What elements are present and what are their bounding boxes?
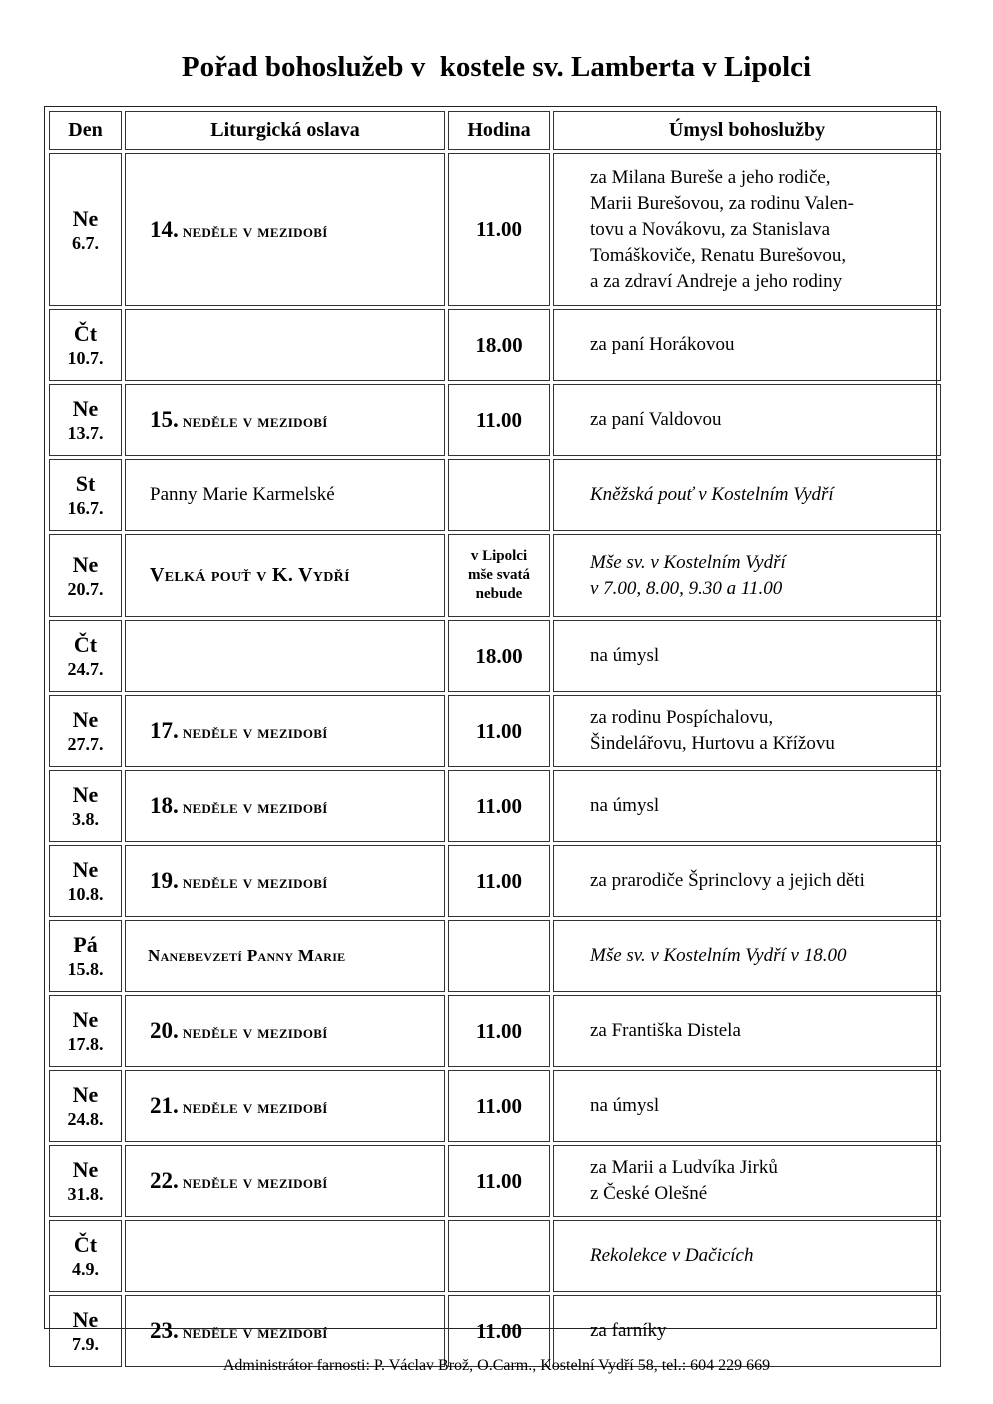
sunday-number: 22.: [150, 1168, 179, 1193]
celebration-cell: [125, 309, 445, 381]
intention-line: za Marii a Ludvíka Jirků: [590, 1157, 778, 1178]
day-cell: [49, 620, 122, 692]
celebration-cell: [125, 459, 445, 531]
celebration-name: Nanebevzetí Panny Marie: [148, 946, 346, 965]
celebration-cell: [125, 920, 445, 992]
table-row: [49, 995, 941, 1067]
intention-line: na úmysl: [590, 645, 660, 666]
table-row: [49, 695, 941, 767]
celebration-cell: [125, 153, 445, 306]
intention-cell: [553, 770, 941, 842]
celebration-name: neděle v mezidobí: [182, 797, 328, 817]
intention-cell: [553, 1070, 941, 1142]
day-name: Ne: [72, 857, 99, 882]
hour-cell: [448, 920, 550, 992]
intention-line: Šindelářovu, Hurtovu a Křížovu: [590, 733, 835, 754]
day-cell: [49, 995, 122, 1067]
celebration-name: neděle v mezidobí: [182, 722, 328, 742]
header-intention: Úmysl bohoslužby: [553, 111, 941, 150]
celebration-cell: [125, 995, 445, 1067]
intention-line: za Františka Distela: [590, 1020, 741, 1041]
celebration-name: Panny Marie Karmelské: [150, 484, 335, 505]
day-name: Ne: [72, 782, 99, 807]
intention-line: za Milana Bureše a jeho rodiče,: [590, 166, 831, 188]
table-row: [49, 459, 941, 531]
celebration-name: Velká pouť v K. Vydří: [150, 564, 350, 586]
celebration-cell: [125, 620, 445, 692]
hour-note: [468, 547, 530, 604]
day-date: 6.7.: [72, 232, 99, 253]
table-row: [49, 845, 941, 917]
day-name: Ne: [72, 1082, 99, 1107]
hour-note-line: v Lipolci: [470, 548, 528, 564]
intention-line: tovu a Novákovu, za Stanislava: [590, 218, 831, 240]
intention-line: za paní Horákovou: [590, 334, 735, 355]
day-cell: [49, 534, 122, 617]
day-date: 15.8.: [67, 959, 104, 979]
day-cell: [49, 1070, 122, 1142]
intention-line: z České Olešné: [590, 1183, 708, 1204]
header-row: [49, 111, 941, 150]
celebration-cell: [125, 845, 445, 917]
schedule-table: [46, 108, 944, 1370]
intention-line: Mše sv. v Kostelním Vydří: [590, 551, 786, 573]
celebration-name: neděle v mezidobí: [182, 220, 328, 241]
celebration-name: neděle v mezidobí: [182, 411, 328, 431]
day-name: Ne: [72, 551, 99, 577]
table-row: [49, 770, 941, 842]
intention-line: Tomáškoviče, Renatu Burešovou,: [590, 244, 847, 266]
hour-cell: 11.00: [448, 770, 550, 842]
hour-cell: [448, 459, 550, 531]
hour-cell: 11.00: [448, 384, 550, 456]
table-row: [49, 1070, 941, 1142]
intention-cell: [553, 534, 941, 617]
intention-cell: [553, 845, 941, 917]
hour-cell: 18.00: [448, 309, 550, 381]
hour-cell: 11.00: [448, 845, 550, 917]
day-date: 10.7.: [67, 348, 104, 368]
celebration-cell: [125, 1220, 445, 1292]
day-cell: [49, 845, 122, 917]
day-name: Čt: [73, 1232, 98, 1257]
day-date: 31.8.: [67, 1184, 104, 1204]
sunday-number: 20.: [150, 1018, 179, 1043]
intention-cell: [553, 1220, 941, 1292]
hour-cell: [448, 534, 550, 617]
hour-cell: 11.00: [448, 1145, 550, 1217]
hour-note-line: nebude: [475, 586, 523, 602]
sunday-number: 23.: [150, 1318, 179, 1343]
table-row: [49, 309, 941, 381]
hour-cell: [448, 1220, 550, 1292]
intention-cell: [553, 920, 941, 992]
hour-cell: 11.00: [448, 153, 550, 306]
celebration-name: neděle v mezidobí: [182, 872, 328, 892]
intention-cell: [553, 153, 941, 306]
footer-contact: Administrátor farnosti: P. Václav Brož, O.Carm., Kostelní Vydří 58, tel.: 604 229 669: [222, 1357, 771, 1374]
day-name: Čt: [73, 321, 98, 346]
celebration-cell: [125, 770, 445, 842]
day-date: 24.8.: [67, 1109, 104, 1129]
table-row: [49, 620, 941, 692]
intention-line: Kněžská pouť v Kostelním Vydří: [590, 484, 834, 505]
intention-line: v 7.00, 8.00, 9.30 a 11.00: [590, 577, 783, 599]
celebration-cell: [125, 1145, 445, 1217]
intention-cell: [553, 620, 941, 692]
day-name: Ne: [72, 396, 99, 421]
celebration-cell: [125, 1070, 445, 1142]
table-row: [49, 1220, 941, 1292]
day-cell: [49, 695, 122, 767]
table-row: [49, 153, 941, 306]
day-cell: [49, 153, 122, 306]
hour-cell: 11.00: [448, 995, 550, 1067]
celebration-name: neděle v mezidobí: [182, 1022, 328, 1042]
day-name: Ne: [72, 707, 99, 732]
intention-line: na úmysl: [590, 1095, 660, 1116]
intention-line: za rodinu Pospíchalovu,: [590, 707, 774, 728]
intention-cell: [553, 459, 941, 531]
hour-cell: 11.00: [448, 1070, 550, 1142]
day-date: 13.7.: [67, 423, 104, 443]
celebration-cell: [125, 384, 445, 456]
table-row: [49, 384, 941, 456]
table-row: [49, 920, 941, 992]
day-cell: [49, 459, 122, 531]
day-name: Ne: [72, 1157, 99, 1182]
intention-line: Mše sv. v Kostelním Vydří v 18.00: [590, 945, 847, 966]
day-name: Ne: [72, 1307, 99, 1332]
day-cell: [49, 384, 122, 456]
intention-cell: [553, 995, 941, 1067]
day-date: 27.7.: [67, 734, 104, 754]
intention-line: a za zdraví Andreje a jeho rodiny: [590, 270, 843, 292]
intention-cell: [553, 1145, 941, 1217]
intention-line: Marii Burešovou, za rodinu Valen-: [590, 192, 855, 214]
day-cell: [49, 309, 122, 381]
celebration-cell: [125, 695, 445, 767]
day-name: Pá: [73, 932, 98, 957]
intention-line: na úmysl: [590, 795, 660, 816]
hour-cell: 11.00: [448, 1295, 550, 1367]
intention-line: za prarodiče Šprinclovy a jejich děti: [590, 870, 865, 891]
day-date: 24.7.: [67, 659, 104, 679]
day-name: Ne: [72, 205, 99, 231]
sunday-number: 21.: [150, 1093, 179, 1118]
day-date: 7.9.: [72, 1334, 99, 1354]
sunday-number: 14.: [150, 216, 179, 242]
day-date: 10.8.: [67, 884, 104, 904]
intention-cell: [553, 309, 941, 381]
day-date: 20.7.: [67, 578, 104, 599]
day-date: 4.9.: [72, 1259, 99, 1279]
day-name: Čt: [73, 632, 98, 657]
day-name: St: [75, 471, 96, 496]
intention-line: Rekolekce v Dačicích: [590, 1245, 754, 1266]
day-cell: [49, 1145, 122, 1217]
sunday-number: 18.: [150, 793, 179, 818]
celebration-name: neděle v mezidobí: [182, 1097, 328, 1117]
celebration-name: neděle v mezidobí: [182, 1322, 328, 1342]
intention-cell: [553, 695, 941, 767]
intention-line: za paní Valdovou: [590, 409, 722, 430]
header-hour: Hodina: [448, 111, 550, 150]
day-date: 16.7.: [67, 498, 104, 518]
hour-note-line: mše svatá: [467, 567, 531, 583]
hour-cell: 18.00: [448, 620, 550, 692]
celebration-cell: [125, 534, 445, 617]
day-cell: [49, 1220, 122, 1292]
header-day: Den: [49, 111, 122, 150]
intention-line: za farníky: [590, 1320, 667, 1341]
table-row: [49, 1145, 941, 1217]
day-date: 17.8.: [67, 1034, 104, 1054]
page-title: Pořad bohoslužeb v kostele sv. Lamberta v Lipolci: [181, 51, 812, 83]
day-name: Ne: [72, 1007, 99, 1032]
intention-cell: [553, 384, 941, 456]
sunday-number: 17.: [150, 718, 179, 743]
table-row: [49, 534, 941, 617]
hour-cell: 11.00: [448, 695, 550, 767]
sunday-number: 19.: [150, 868, 179, 893]
celebration-name: neděle v mezidobí: [182, 1172, 328, 1192]
day-cell: [49, 920, 122, 992]
day-date: 3.8.: [72, 809, 99, 829]
header-celebration: Liturgická oslava: [125, 111, 445, 150]
day-cell: [49, 770, 122, 842]
sunday-number: 15.: [150, 407, 179, 432]
